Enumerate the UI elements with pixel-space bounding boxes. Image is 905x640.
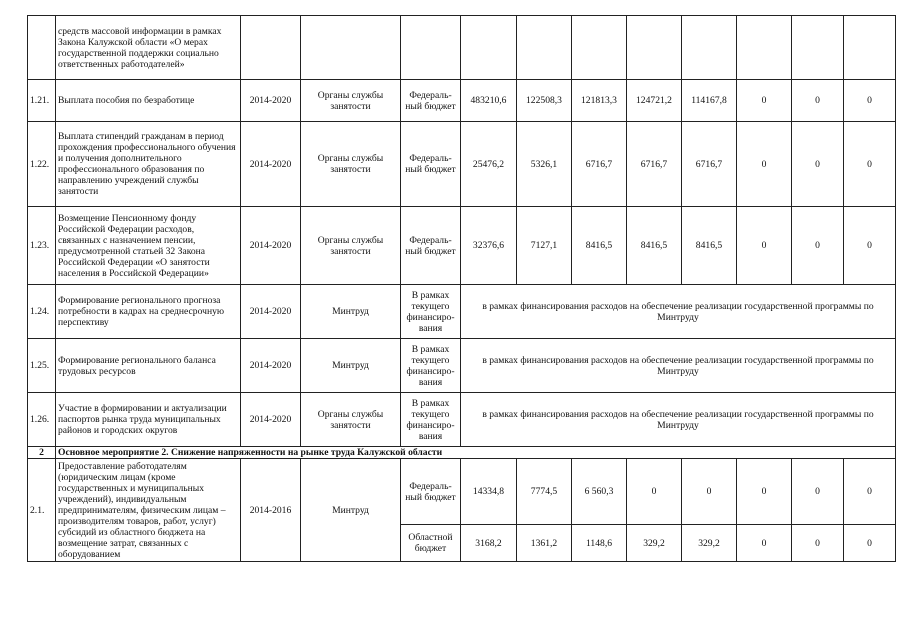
value-cell: 8416,5 xyxy=(627,207,682,285)
value-cell: 32376,6 xyxy=(461,207,517,285)
funding-source-cell: Федераль-ный бюджет xyxy=(401,207,461,285)
value-cell: 329,2 xyxy=(682,525,737,562)
period-cell: 2014-2020 xyxy=(241,122,301,207)
row-number: 1.21. xyxy=(28,80,56,122)
value-cell xyxy=(572,16,627,80)
funding-note: в рамках финансирования расходов на обеспечение реализации государственной программы по Минтруду xyxy=(461,393,896,447)
value-cell: 0 xyxy=(737,122,792,207)
value-cell: 0 xyxy=(792,459,844,525)
value-cell: 124721,2 xyxy=(627,80,682,122)
row-number: 1.24. xyxy=(28,285,56,339)
value-cell: 7774,5 xyxy=(517,459,572,525)
value-cell: 329,2 xyxy=(627,525,682,562)
table-row xyxy=(28,459,896,525)
table-row xyxy=(28,393,896,447)
value-cell: 483210,6 xyxy=(461,80,517,122)
row-number: 1.26. xyxy=(28,393,56,447)
executor-cell: Минтруд xyxy=(301,339,401,393)
table-row xyxy=(28,16,896,80)
value-cell: 6716,7 xyxy=(627,122,682,207)
value-cell: 0 xyxy=(737,207,792,285)
measure-name: Формирование регионального баланса трудовых ресурсов xyxy=(56,339,241,393)
value-cell: 0 xyxy=(792,207,844,285)
value-cell: 0 xyxy=(792,525,844,562)
table-row xyxy=(28,339,896,393)
funding-source-cell: В рамках текущего финансиро-вания xyxy=(401,285,461,339)
measure-name: Участие в формировании и актуализации паспортов рынка труда муниципальных районов и городских округов xyxy=(56,393,241,447)
value-cell: 0 xyxy=(844,80,896,122)
value-cell: 7127,1 xyxy=(517,207,572,285)
value-cell: 25476,2 xyxy=(461,122,517,207)
table-row xyxy=(28,207,896,285)
value-cell xyxy=(844,16,896,80)
funding-note: в рамках финансирования расходов на обеспечение реализации государственной программы по Минтруду xyxy=(461,285,896,339)
value-cell: 1148,6 xyxy=(572,525,627,562)
table-row xyxy=(28,122,896,207)
measure-name: Предоставление работодателям (юридическим лицам (кроме государственных и муниципальных учреждений), индивидуальным предпринимателям, физическим лицам – производителям товаров, работ, услуг) субсидий из областного бюджета на возмещение затрат, связанных с оборудованием xyxy=(56,459,241,562)
executor-cell xyxy=(301,16,401,80)
value-cell xyxy=(517,16,572,80)
executor-cell: Минтруд xyxy=(301,459,401,562)
measure-name: Выплата стипендий гражданам в период прохождения профессионального обучения и получения дополнительного профессионального образования по направлению учреждений службы занятости xyxy=(56,122,241,207)
row-number: 1.25. xyxy=(28,339,56,393)
value-cell: 3168,2 xyxy=(461,525,517,562)
value-cell: 1361,2 xyxy=(517,525,572,562)
value-cell: 5326,1 xyxy=(517,122,572,207)
value-cell: 0 xyxy=(792,122,844,207)
row-number: 1.23. xyxy=(28,207,56,285)
value-cell: 6716,7 xyxy=(682,122,737,207)
value-cell: 0 xyxy=(682,459,737,525)
value-cell: 0 xyxy=(627,459,682,525)
executor-cell: Органы службы занятости xyxy=(301,393,401,447)
value-cell: 0 xyxy=(844,207,896,285)
period-cell: 2014-2020 xyxy=(241,207,301,285)
section-title: Основное мероприятие 2. Снижение напряженности на рынке труда Калужской области xyxy=(56,447,896,459)
section-number: 2 xyxy=(28,447,56,459)
table-row xyxy=(28,80,896,122)
funding-source-cell: В рамках текущего финансиро-вания xyxy=(401,393,461,447)
value-cell: 0 xyxy=(844,525,896,562)
measure-name: Возмещение Пенсионному фонду Российской Федерации расходов, связанных с назначением пенсии, предусмотренной статьей 32 Закона Российской Федерации «О занятости населения в Российской Федерации» xyxy=(56,207,241,285)
value-cell: 8416,5 xyxy=(572,207,627,285)
executor-cell: Минтруд xyxy=(301,285,401,339)
value-cell: 0 xyxy=(844,122,896,207)
executor-cell: Органы службы занятости xyxy=(301,122,401,207)
value-cell: 121813,3 xyxy=(572,80,627,122)
measure-name: Выплата пособия по безработице xyxy=(56,80,241,122)
value-cell: 8416,5 xyxy=(682,207,737,285)
period-cell: 2014-2016 xyxy=(241,459,301,562)
value-cell: 0 xyxy=(792,80,844,122)
funding-source-cell: Федераль-ный бюджет xyxy=(401,122,461,207)
period-cell xyxy=(241,16,301,80)
funding-source-cell: Федераль-ный бюджет xyxy=(401,459,461,525)
row-number: 2.1. xyxy=(28,459,56,562)
row-number xyxy=(28,16,56,80)
value-cell: 0 xyxy=(737,459,792,525)
executor-cell: Органы службы занятости xyxy=(301,80,401,122)
funding-source-cell: Областной бюджет xyxy=(401,525,461,562)
value-cell: 14334,8 xyxy=(461,459,517,525)
budget-table xyxy=(27,15,896,562)
period-cell: 2014-2020 xyxy=(241,339,301,393)
value-cell xyxy=(682,16,737,80)
funding-note: в рамках финансирования расходов на обеспечение реализации государственной программы по Минтруду xyxy=(461,339,896,393)
funding-source-cell: В рамках текущего финансиро-вания xyxy=(401,339,461,393)
period-cell: 2014-2020 xyxy=(241,393,301,447)
value-cell: 0 xyxy=(737,80,792,122)
measure-name: Формирование регионального прогноза потребности в кадрах на среднесрочную перспективу xyxy=(56,285,241,339)
funding-source-cell xyxy=(401,16,461,80)
value-cell: 0 xyxy=(737,525,792,562)
period-cell: 2014-2020 xyxy=(241,285,301,339)
measure-name: средств массовой информации в рамках Закона Калужской области «О мерах государственной поддержки социально ответственных работодателей» xyxy=(56,16,241,80)
period-cell: 2014-2020 xyxy=(241,80,301,122)
value-cell xyxy=(792,16,844,80)
executor-cell: Органы службы занятости xyxy=(301,207,401,285)
value-cell xyxy=(737,16,792,80)
value-cell: 122508,3 xyxy=(517,80,572,122)
row-number: 1.22. xyxy=(28,122,56,207)
table-row xyxy=(28,285,896,339)
value-cell xyxy=(627,16,682,80)
value-cell xyxy=(461,16,517,80)
value-cell: 0 xyxy=(844,459,896,525)
value-cell: 114167,8 xyxy=(682,80,737,122)
value-cell: 6 560,3 xyxy=(572,459,627,525)
funding-source-cell: Федераль-ный бюджет xyxy=(401,80,461,122)
section-row xyxy=(28,447,896,459)
value-cell: 6716,7 xyxy=(572,122,627,207)
